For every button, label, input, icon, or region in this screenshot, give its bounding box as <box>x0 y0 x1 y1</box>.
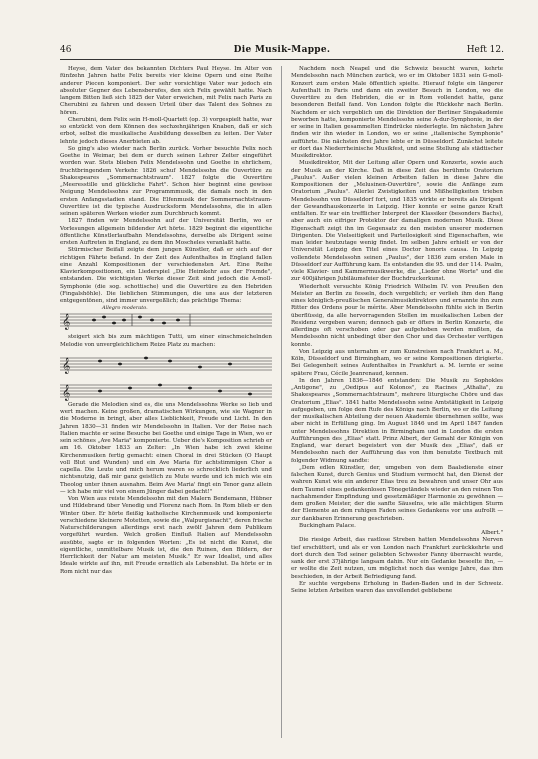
tempo-marking: Allegro moderato. <box>102 305 148 312</box>
paragraph: steigert sich bis zum mächtigen Tutti, um einer einschmeichelnden Melodie von unvergleichlichem Reize Platz zu machen: <box>60 334 272 348</box>
paragraph: Heyse, dem Vater des bekannten Dichters Paul Heyse. Im Alter von fünfzehn Jahren hatte Felix bereits vier kleine Opern und eine Reihe anderer Piecen komponiert. Der sehr vorsichtige Vater war jedoch ein absoluter Gegner des Lebensberufes, den sich Felix gewählt hatte. Nach langem Bitten ließ sich 1825 der Vater erweichen, mit Felix nach Paris zu Cherubini zu fahren und dessen Urteil über das Talent des Sohnes zu hören. <box>60 66 272 116</box>
page-header <box>60 45 504 60</box>
paragraph: Cherubini, dem Felix sein H-moll-Quartett (op. 3) vorgespielt hatte, war so entzückt von dem Können des sechzehnjährigen Knaben, daß er sich erbot, selbst die musikalische Ausbildung desselben zu leiten. Der Vater lehnte jedoch dieses Anerbieten ab. <box>60 116 272 145</box>
paragraph: Nachdem noch Neapel und die Schweiz besucht waren, kehrte Mendelssohn nach München zurück, wo er im Oktober 1831 sein G-moll-Konzert zum ersten Male öffentlich spielte. Hierauf folgte ein längerer Aufenthalt in Paris und dann ein zweiter Besuch in London, wo die Ouvertüre zu den Hebriden, die er in Rom vollendet hatte, ganz besonderen Beifall fand. Von London folgte die Rückkehr nach Berlin. Nachdem er sich vergeblich um die Direktion der Berliner Singakademie beworben hatte, komponierte Mendelssohn seine A-dur-Symphonie, in der er seine in Italien gesammelten Eindrücke niederlegte. Im nächsten Jahre finden wir ihn wieder in London, wo er seine „italienische Symphonie" aufführte. Die nächsten drei Jahre lebte er in Düsseldorf. Zunächst leitete er dort das Niederrheinische Musikfest, und seine Stellung als städtischer Musikdirektor. <box>291 66 503 159</box>
music-example-theme <box>60 306 272 332</box>
music-staff-pair <box>60 355 272 403</box>
paragraph: Wiederholt versuchte König Friedrich Wilhelm IV. von Preußen den Meister an Berlin zu fesseln, doch vergeblich; er verlieh ihm den Rang eines königlich-preußischen Generalmusikdirektors und ernannte ihn zum Ritter des Ordens pour le mérite. Aber Mendelssohn fühlte sich in Berlin überflüssig, da alle hervorragenden Stellen im musikalischen Leben der Residenz vergeben waren; dennoch gab er öfters in Berlin Konzerte, die allerdings oft verschoben oder gar aufgehoben werden mußten, da Mendelssohn nicht unbedingt über den Chor und das Orchester verfügen konnte. <box>291 283 503 348</box>
svg-text:𝄞: 𝄞 <box>62 314 71 331</box>
paragraph: 1827 finden wir Mendelssohn auf der Universität Berlin, wo er Vorlesungen allgemein bildender Art hörte. 1829 beginnt die eigentliche öffentliche Künstlerlaufbahn Mendelssohns, derselbe als Dirigent seine ersten Auftreten in England, zu dem ihn Moscheles veranlaßt hatte. <box>60 218 272 246</box>
left-column <box>60 66 272 576</box>
paragraph: So ging's also wieder nach Berlin zurück. Vorher besuchte Felix noch Goethe in Weimar, bei dem er durch seinen Lehrer Zelter eingeführt worden war. Stets blieben Felix Mendelssohn und Goethe in ehrlichem, fruchtbringendem Verkehr. 1826 schuf Mendelssohn die Ouvertüre zu Shakespeares „Sommernachtstraum". 1827 folgte die Ouvertüre „Meeresstille und glückliche Fahrt". Schon hier beginnt eine gewisse Neigung Mendelssohns zur Programmmusik, die damals noch in den ersten Anfangsstadien stand. Die Elfenmusik der Sommernachtstraum-Ouvertüre ist die typische Ausdrucksform Mendelssohns, die in allen seinen späteren Werken wieder zum Durchbruch kommt. <box>60 145 272 217</box>
music-staff <box>60 311 272 331</box>
dedication-place: Buckingham Palace. <box>299 522 356 529</box>
right-column <box>291 66 503 595</box>
paragraph: In den Jahren 1836—1846 entstanden: Die Musik zu Sophokles „Antigone", zu „Oedipus auf Kolonos", zu Racines „Athalia", zu Shakespeares „Sommernachtstraum", mehrere liturgische Chöre und das Oratorium „Elias". 1841 hatte Mendelssohn seine Amtstätigkeit in Leipzig aufgegeben, um folge dem Rufe des Königs nach Berlin, wo er die Leitung der musikalischen Abteilung der neuen Akademie übernehmen sollte, was aber nicht in Erfüllung ging. Im August 1846 und im April 1847 fanden unter Mendelssohns Direktion in Birmingham und in London die ersten Aufführungen des „Elias" statt. Prinz Albert, der Gemahl der Königin von England, war derart begeistert von der Musik des „Elias", daß er Mendelssohn nach der Aufführung das von ihm benutzte Textbuch mit folgender Widmung sandte: <box>291 377 503 464</box>
paragraph: Musikdirektor, Mit der Leitung aller Opern und Konzerte, sowie auch der Musik an der Kirche. Daß in diese Zeit das berühmte Oratorium „Paulus". Außer vielen kleinen Arbeiten fallen in diese Jahre die Kompositionen der „Melusinen-Ouvertüre", sowie die Anfänge zum Oratorium „Paulus". Allerlei Zwistigkeiten und Mißhelligkeiten trieben Mendelssohn von Düsseldorf fort, und 1835 wirkte er bereits als Dirigent der Gewandhauskonzerte in Leipzig. Hier konnte er seine ganze Kraft entfalten. Er war ein trefflicher Interpret der Klassiker (besonders Bachs), aber auch ein eifriger Protektor der damaligen modernen Musik. Diese Eigenschaft zeigt ihn im Gegensatz zu den meisten unserer modernen Dirigenten. Die Vielseitigkeit und Parteilosigkeit sind Eigenschaften, wie man leider heutzutage wenig findet. Im selben Jahre erhielt er von der Universität Leipzig den Titel eines Doctor honoris causa. In Leipzig vollendete Mendelssohn seinen „Paulus", der 1836 zum ersten Male in Düsseldorf zur Aufführung kam. Es entstanden die 95. und der 114. Psalm, viele Klavier- und Kammermusikwerke, die „Lieder ohne Worte" und die zur 400jährigen Jubiläumsfeier der Buchdruckerkunst. <box>291 160 503 283</box>
paragraph: Gerade die Melodien sind es, die uns Mendelssohns Werke so lieb und wert machen. Keine großen, dramatischen Wirkungen, wie sie Wagner in die Moderne in bringt, aber alles Lieblichkeit, Freude und Licht. In den Jahren 1830—31 finden wir Mendelssohn in Italien. Vor der Reise nach Italien machte er seine Besuche bei Goethe und einige Tage in Wien, wo er sein schönes „Ave Maria" komponierte. Ueber die's Komposition schrieb er am 16. Oktober 1833 an Zelter: „In Wien habe ich zwei kleine Kirchenmusiken fertig gemacht: einen Choral in drei Stücken (O Haupt voll Blut und Wunden) und ein Ave Maria für achtstimmigen Chor a capella. Die Leute und mich herum waren so schrecklich liederlich und nichtsnutzig, daß mir ganz geistlich zu Mute wurde und ich mich wie ein Theolog unter ihnen ausnahm. Beim Ave Maria' fingt ein Tenor ganz allein — ich habe mir viel von einem Jünger dabei gedacht!" <box>60 401 272 495</box>
dedication-signature: Albert." <box>481 530 503 536</box>
issue-label: Heft 12. <box>466 45 504 55</box>
dedication-quote <box>291 465 503 523</box>
page-number: 46 <box>60 45 72 55</box>
svg-text:𝄞: 𝄞 <box>62 384 71 401</box>
quote-text: „Dem edlen Künstler, der, umgeben von dem Baalsdienste einer falschen Kunst, durch Genius und Studium vermocht hat, den Dienst der wahren Kunst wie ein anderer Elias treu zu bewahren und unser Ohr aus dem Taumel eines gedankenlosen Tönegetändels wieder an den reinen Ton nachahmender Empfindung und gesetzmäßiger Harmonie zu gewöhnen — dem großen Meister, der die sanfte Säuselns, wie alle mächtigen Sturm der Elemente an dem ruhigen Faden seines Gedankens vor uns aufrollt — zur dankbaren Erinnerung geschrieben. <box>291 464 503 522</box>
column-divider <box>281 66 282 738</box>
music-example-melody <box>60 350 272 400</box>
paragraph: Stürmischer Beifall zeigte dem jungen Künstler, daß er sich auf der richtigen Fährte befand. In der Zeit des Aufenthaltes in England fallen eine Anzahl Kompositionen der verschiedensten Art. Eine Reihe Klavierkompositionen, ein Liederspiel „Die Heimkehr aus der Fremde", entstanden. Die wichtigsten Werke dieser Zeit sind jedoch die A-moll-Symphonie (die sog. schottische) und die Ouvertüre zu den Hebriden (Fingalshöhle). Die lieblichen Stimmungen, die uns aus der letzteren entgegentönen, sind immer unvergeßlich; das prächtige Thema: <box>60 247 272 304</box>
paragraph: Er suchte vergebens Erholung in Baden-Baden und in der Schweiz. Seine letzten Arbeiten waren das unvollendet gebliebene <box>291 580 503 594</box>
paragraph: Von Leipzig aus unternahm er zum Kunstreisen nach Frankfurt a. M., Köln, Düsseldorf und Birmingham, wo er seine Kompositionen dirigierte. Bei Gelegenheit seines Aufenthaltes in Frankfurt a. M. lernte er seine spätere Frau, Cécile Jeanrenaud, kennen. <box>291 348 503 377</box>
paragraph: Die riesige Arbeit, das rastlose Streben hatten Mendelssohns Nerven tief erschüttert, und als er von London nach Frankfurt zurückkehrte und dort durch den Tod seiner geliebten Schwester Fanny überrascht wurde, sank der erst 37jährige langsam dahin. Nur ein Gedanke beseelte ihn, — er wollte die Zeit nutzen, um möglichst noch das wenige Jahre, das ihm beschieden, in der Arbeit Befriedigung fand. <box>291 537 503 580</box>
svg-text:𝄞: 𝄞 <box>62 357 71 374</box>
paragraph: Von Wien aus reiste Mendelssohn mit den Malern Bendemann, Hübner und Hildebrand über Venedig und Florenz nach Rom. In Rom blieb er den Winter über. Er hörte fleißig katholische Kirchenmusik und komponierte verschiedene kleinere Motetten, sowie die „Walpurgisnacht", deren frische Naturschilderungen allerdings erst nach zwölf Jahren dem Publikum vorgeführt wurden. Welch großen Einfluß Italien auf Mendelssohn ausübte, sagte er in folgenden Worten: „Es ist nicht die Kunst, die eigentliche, unmittelbare Musik ist, die den Ruinen, den Bildern, der Herrlichkeit der Natur am meisten Musik." Er war Idealist, und alles Ideale wirkte auf ihn, mit Freude ernstlich als Lebensblut. Da hörte er in Rom nicht nur das <box>60 496 272 575</box>
journal-title: Die Musik-Mappe. <box>233 45 331 55</box>
